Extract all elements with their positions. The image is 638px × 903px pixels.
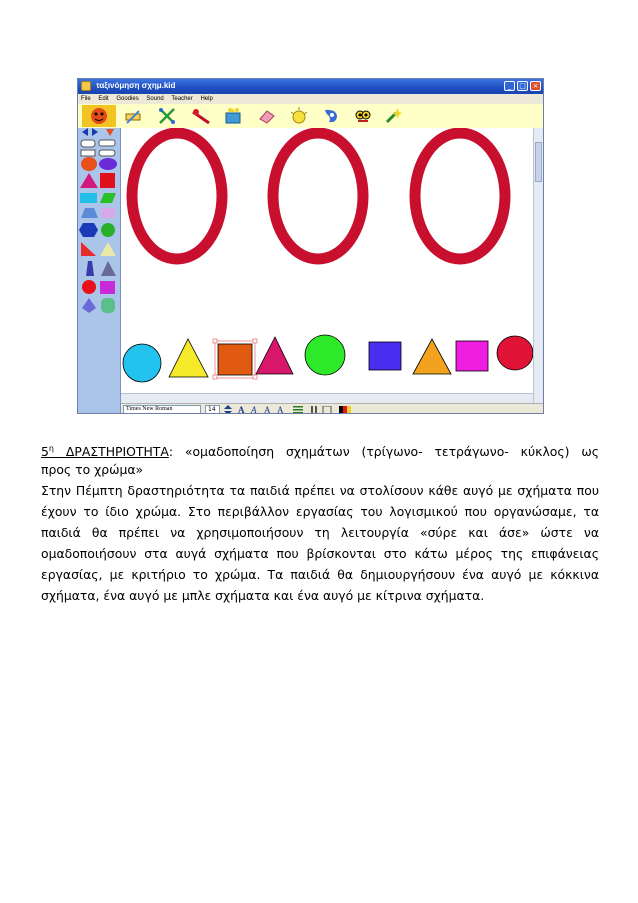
next-arrow-icon[interactable] (92, 128, 98, 136)
window-title: ταξινόμηση σχημ.kid (96, 81, 176, 90)
heading-number: $5^\eta$ (41, 444, 54, 459)
eraser-icon[interactable] (258, 107, 276, 125)
bold-icon[interactable]: A (238, 405, 245, 414)
vertical-scrollbar[interactable] (533, 128, 544, 403)
sound-icon[interactable] (322, 107, 340, 125)
heading-label: ΔΡΑΣΤΗΡΙΟΤΗΤΑ (65, 444, 169, 459)
gift-box-icon[interactable] (224, 107, 242, 125)
activity-heading (41, 438, 599, 459)
text-size-icon[interactable]: A (277, 405, 284, 414)
green-circle-shape[interactable] (305, 335, 345, 375)
paragraph-line: ομαδοποιήσουν στα αυγά σχήματα που βρίσκονται στο κάτω μέρος της επιφάνειας (41, 546, 599, 561)
menu-teacher[interactable]: Teacher (171, 96, 193, 102)
heading-text: : «ομαδοποίηση σχημάτων (τρίγωνο- τετράγωνο- κύκλος) ως (168, 444, 599, 459)
font-size-select[interactable]: 14 (205, 405, 220, 414)
shape-palette (78, 128, 121, 414)
selected-orange-square-shape[interactable] (213, 339, 257, 379)
alignment-icons[interactable] (293, 406, 353, 414)
activity-description (41, 438, 599, 606)
kid-mascot-icon (82, 105, 116, 127)
menu-help[interactable]: Help (200, 96, 213, 102)
app-icon (81, 81, 91, 91)
heading-continuation: προς το χρώμα» (41, 462, 144, 477)
paragraph-line: παιδιά θα πρέπει να χρησιμοποιήσουν τη λειτουργία «σύρε και άσε» ώστε να (41, 525, 599, 540)
menu-sound[interactable]: Sound (146, 96, 164, 102)
software-screenshot (77, 78, 544, 414)
paragraph-line: Στην Πέμπτη δραστηριότητα τα παιδιά πρέπει να στολίσουν κάθε αυγό με σχήματα που (41, 483, 599, 498)
menu-file[interactable]: File (81, 96, 91, 102)
cyan-circle-shape[interactable] (123, 344, 161, 382)
menu-bar (78, 94, 543, 104)
tool-bar (78, 104, 543, 129)
red-circle-shape[interactable] (497, 336, 533, 370)
italic-icon[interactable]: A (251, 405, 257, 414)
prev-arrow-icon[interactable] (82, 128, 88, 136)
red-oval-egg-2[interactable] (273, 133, 363, 259)
paint-brush-icon[interactable] (124, 107, 142, 125)
minimize-button[interactable]: _ (504, 81, 515, 91)
filter-icon[interactable] (106, 129, 114, 136)
close-button[interactable]: × (530, 81, 541, 91)
paragraph-line: έχουν το ίδιο χρώμα. Στο περιβάλλον εργασίας του λογισμικού που οργανώσαμε, τα (41, 504, 599, 519)
stamp-icon[interactable] (192, 107, 210, 125)
size-stepper-icon[interactable] (223, 405, 233, 414)
magenta-triangle-shape[interactable] (256, 337, 293, 374)
fun-tools-icon[interactable] (354, 107, 372, 125)
paragraph-line: εργασίας, με κριτήριο το χρώμα. Τα παιδιά θα δημιουργήσουν ένα αυγό με κόκκινα (41, 567, 599, 582)
maximize-button[interactable]: □ (517, 81, 528, 91)
window-titlebar (78, 79, 543, 94)
vertical-scroll-thumb[interactable] (535, 142, 542, 182)
yellow-triangle-shape[interactable] (169, 339, 208, 377)
shape-palette-icons (78, 128, 120, 414)
format-bar (121, 403, 544, 414)
orange-triangle-shape[interactable] (413, 339, 451, 374)
red-oval-egg-3[interactable] (415, 133, 505, 259)
font-family-select[interactable]: Times New Roman (123, 405, 201, 414)
sun-face-icon[interactable] (290, 107, 308, 125)
shape-tools-icon[interactable] (158, 107, 176, 125)
menu-edit[interactable]: Edit (98, 96, 109, 102)
magic-wand-icon[interactable] (384, 107, 402, 125)
paragraph-line: σχήματα, ένα αυγό με μπλε σχήματα και ένα αυγό με κίτρινα σχήματα. (41, 588, 485, 603)
menu-goodies[interactable]: Goodies (116, 96, 139, 102)
blue-square-shape[interactable] (369, 342, 401, 370)
red-oval-egg-1[interactable] (132, 133, 222, 259)
pink-square-shape[interactable] (456, 341, 488, 371)
drawing-canvas[interactable] (121, 128, 533, 403)
text-style-icon[interactable]: A (264, 405, 271, 414)
